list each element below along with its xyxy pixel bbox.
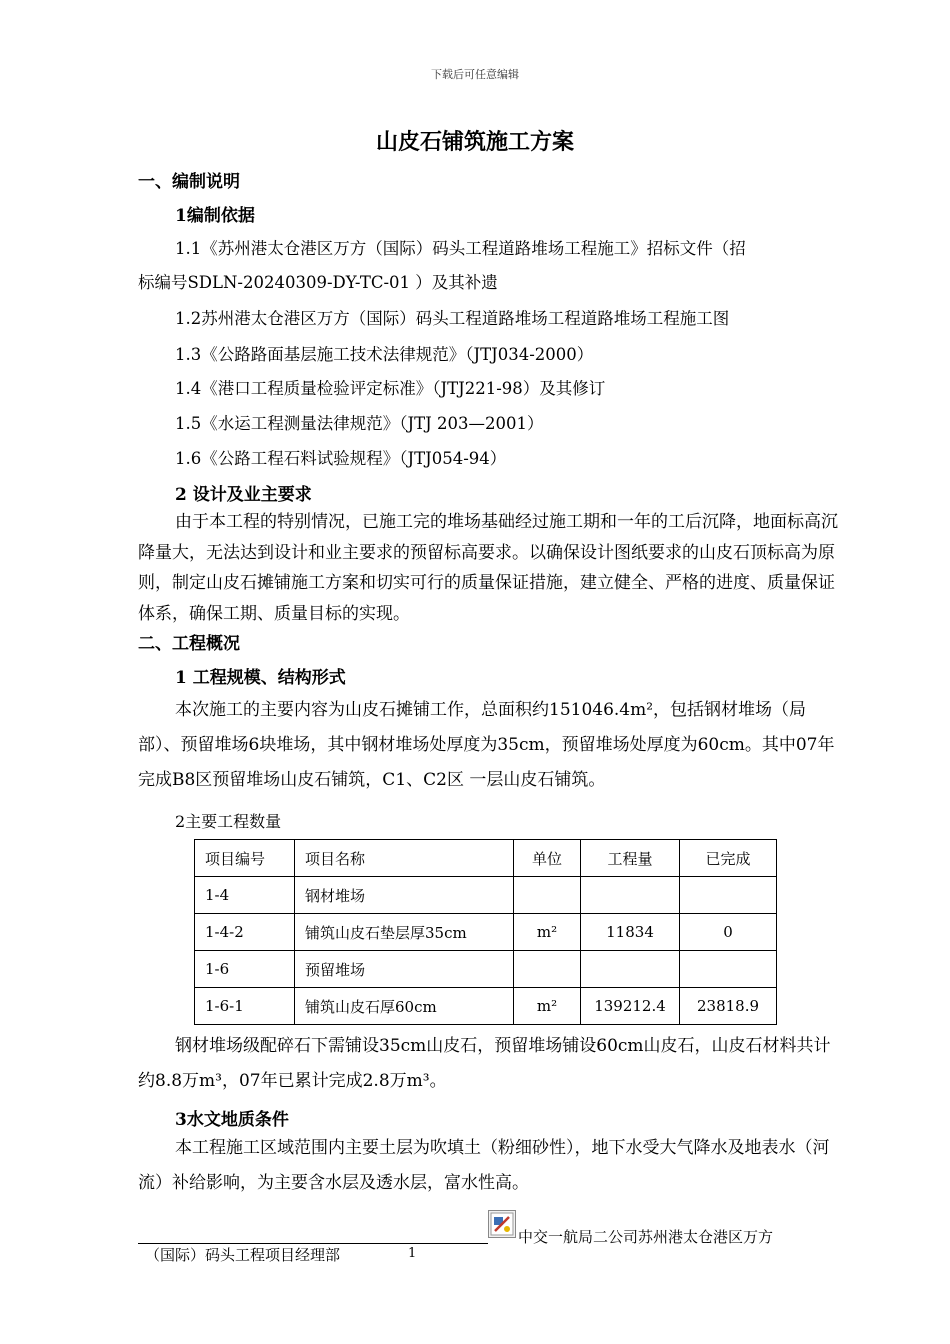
materials-paragraph: 钢材堆场级配碎石下需铺设35cm山皮石，预留堆场铺设60cm山皮石，山皮石材料共计约8.8万m³，07年已累计完成2.8万m³。 bbox=[138, 1036, 831, 1091]
table-header-cell: 工程量 bbox=[581, 840, 680, 877]
table-cell: m² bbox=[514, 914, 581, 951]
table-header-cell: 单位 bbox=[514, 840, 581, 877]
section-1-2-heading: 2 设计及业主要求 bbox=[175, 485, 312, 505]
hydrogeology-paragraph: 本工程施工区域范围内主要土层为吹填土（粉细砂性），地下水受大气降水及地表水（河流）补给影响，为主要含水层及透水层，富水性高。 bbox=[138, 1138, 830, 1193]
section-2-3-heading: 3水文地质条件 bbox=[175, 1110, 289, 1130]
table-cell: 23818.9 bbox=[680, 988, 777, 1025]
basis-item-1-6: 1.6《公路工程石料试验规程》（JTJ054-94） bbox=[175, 449, 507, 468]
table-header-row bbox=[195, 840, 777, 877]
basis-item-1-2: 1.2苏州港太仓港区万方（国际）码头工程道路堆场工程道路堆场工程施工图 bbox=[175, 309, 730, 328]
basis-item-1-1: 1.1《苏州港太仓港区万方（国际）码头工程道路堆场工程施工》招标文件（招 bbox=[175, 239, 746, 258]
table-cell bbox=[514, 951, 581, 988]
table-cell: m² bbox=[514, 988, 581, 1025]
table-row bbox=[195, 988, 777, 1025]
design-requirements-paragraph: 由于本工程的特别情况，已施工完的堆场基础经过施工期和一年的工后沉降，地面标高沉降量大，无法达到设计和业主要求的预留标高要求。以确保设计图纸要求的山皮石顶标高为原则，制定山皮石摊铺施工方案和切实可行的质量保证措施，建立健全、严格的进度、质量保证体系，确保工期、质量目标的实现。 bbox=[138, 512, 838, 624]
section-1-heading: 一、编制说明 bbox=[138, 172, 240, 192]
table-cell bbox=[581, 951, 680, 988]
scale-paragraph: 本次施工的主要内容为山皮石摊铺工作，总面积约151046.4m²，包括钢材堆场（局部）、预留堆场6块堆场，其中钢材堆场处厚度为35cm，预留堆场处厚度为60cm。其中07年完成B8区预留堆场山皮石铺筑，C1、C2区 一层山皮石铺筑。 bbox=[138, 700, 835, 790]
basis-item-1-4: 1.4《港口工程质量检验评定标准》（JTJ221-98）及其修订 bbox=[175, 379, 606, 398]
table-cell bbox=[514, 877, 581, 914]
table-cell bbox=[680, 951, 777, 988]
page-number: 1 bbox=[408, 1246, 417, 1261]
table-cell: 1-4 bbox=[195, 877, 295, 914]
basis-item-1-1-cont: 标编号SDLN-20240309-DY-TC-01 ）及其补遗 bbox=[138, 273, 498, 292]
table-cell: 1-4-2 bbox=[195, 914, 295, 951]
table-cell: 0 bbox=[680, 914, 777, 951]
header-note: 下载后可任意编辑 bbox=[431, 68, 519, 81]
table-cell: 预留堆场 bbox=[295, 951, 514, 988]
table-row bbox=[195, 877, 777, 914]
section-2-heading: 二、工程概况 bbox=[138, 634, 240, 654]
table-cell: 1-6-1 bbox=[195, 988, 295, 1025]
table-cell bbox=[680, 877, 777, 914]
table-cell: 1-6 bbox=[195, 951, 295, 988]
table-row bbox=[195, 914, 777, 951]
company-logo-icon bbox=[488, 1210, 516, 1238]
footer-department: （国际）码头工程项目经理部 bbox=[145, 1246, 341, 1264]
footer-company-name: 中交一航局二公司苏州港太仓港区万方 bbox=[518, 1228, 774, 1246]
table-cell: 铺筑山皮石厚60cm bbox=[295, 988, 514, 1025]
basis-item-1-3: 1.3《公路路面基层施工技术法律规范》（JTJ034-2000） bbox=[175, 345, 594, 364]
table-header-cell: 项目名称 bbox=[295, 840, 514, 877]
table-cell: 139212.4 bbox=[581, 988, 680, 1025]
document-title: 山皮石铺筑施工方案 bbox=[375, 129, 574, 155]
table-cell: 钢材堆场 bbox=[295, 877, 514, 914]
section-1-1-heading: 1编制依据 bbox=[175, 206, 255, 226]
section-2-1-heading: 1 工程规模、结构形式 bbox=[175, 668, 346, 688]
table-header-cell: 已完成 bbox=[680, 840, 777, 877]
table-header-cell: 项目编号 bbox=[195, 840, 295, 877]
section-2-2-heading: 2主要工程数量 bbox=[175, 812, 282, 831]
table-row bbox=[195, 951, 777, 988]
table-cell bbox=[581, 877, 680, 914]
basis-item-1-5: 1.5《水运工程测量法律规范》（JTJ 203—2001） bbox=[175, 414, 544, 433]
table-cell: 11834 bbox=[581, 914, 680, 951]
quantities-table bbox=[194, 839, 777, 1025]
table-cell: 铺筑山皮石垫层厚35cm bbox=[295, 914, 514, 951]
